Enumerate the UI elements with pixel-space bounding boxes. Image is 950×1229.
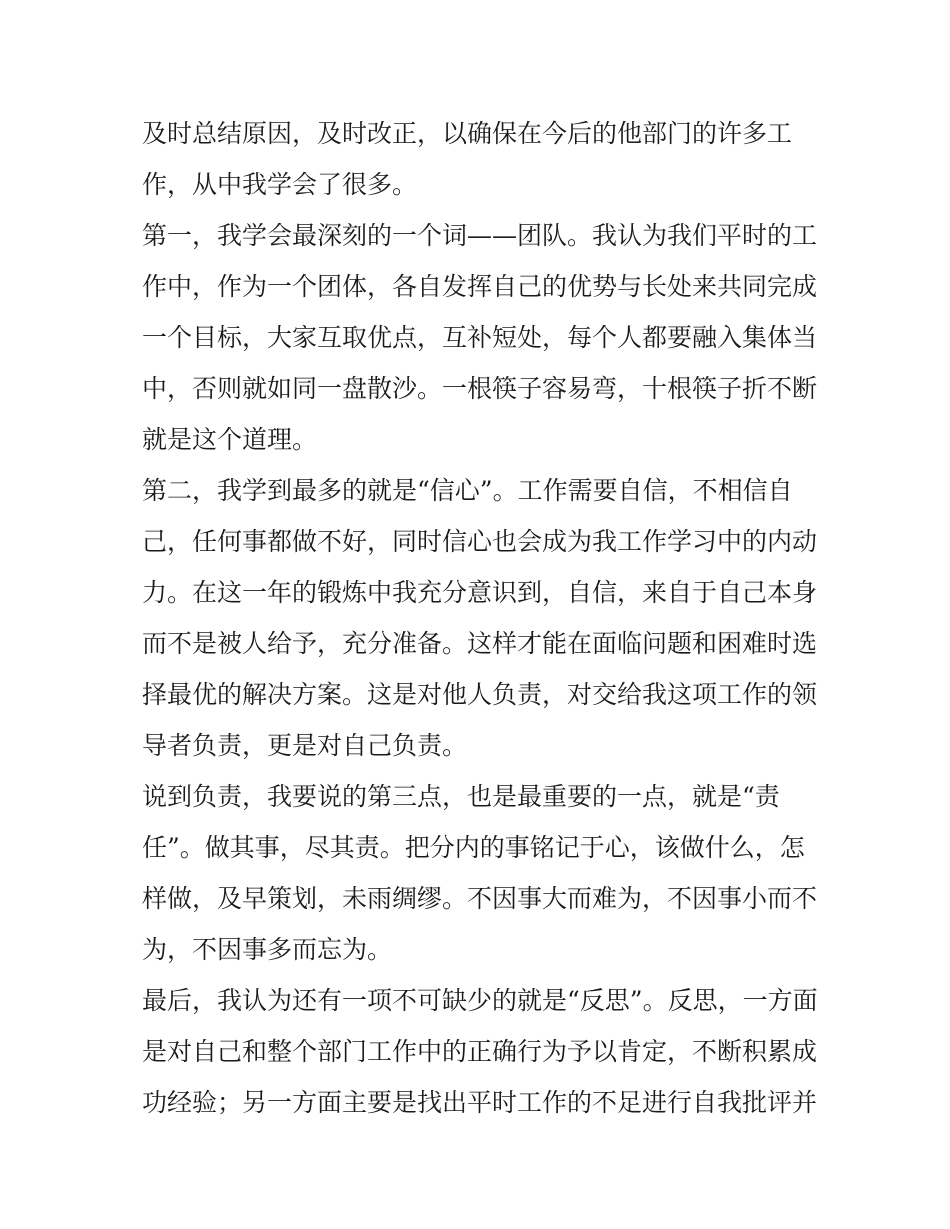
text-line: 而不是被人给予，充分准备。这样才能在面临问题和困难时选	[142, 629, 818, 658]
text-line: 择最优的解决方案。这是对他人负责，对交给我这项工作的领	[142, 680, 818, 709]
text-line: 一个目标，大家互取优点，互补短处，每个人都要融入集体当	[142, 323, 818, 352]
text-line: 为，不因事多而忘为。	[142, 935, 393, 964]
text-line: 己，任何事都做不好，同时信心也会成为我工作学习中的内动	[142, 527, 818, 556]
text-line: 中，否则就如同一盘散沙。一根筷子容易弯，十根筷子折不断	[142, 374, 818, 403]
text-line: 功经验；另一方面主要是找出平时工作的不足进行自我批评并	[142, 1088, 818, 1117]
text-line: 作中，作为一个团体，各自发挥自己的优势与长处来共同完成	[142, 272, 818, 301]
text-line: 力。在这一年的锻炼中我充分意识到，自信，来自于自己本身	[142, 578, 818, 607]
text-line: 作，从中我学会了很多。	[142, 170, 418, 199]
text-line: 任”。做其事，尽其责。把分内的事铭记于心，该做什么，怎	[142, 833, 805, 862]
text-line: 说到负责，我要说的第三点，也是最重要的一点，就是“责	[142, 782, 780, 811]
text-line: 第二，我学到最多的就是“信心”。工作需要自信，不相信自	[142, 476, 793, 505]
text-line: 导者负责，更是对自己负责。	[142, 731, 468, 760]
text-line: 第一，我学会最深刻的一个词——团队。我认为我们平时的工	[142, 221, 818, 250]
text-line: 样做，及早策划，未雨绸缪。不因事大而难为，不因事小而不	[142, 884, 818, 913]
text-line: 最后，我认为还有一项不可缺少的就是“反思”。反思，一方面	[142, 986, 818, 1015]
text-line: 及时总结原因，及时改正，以确保在今后的他部门的许多工	[142, 119, 793, 148]
body-text	[142, 108, 822, 1128]
text-line: 就是这个道理。	[142, 425, 318, 454]
text-line: 是对自己和整个部门工作中的正确行为予以肯定，不断积累成	[142, 1037, 818, 1066]
